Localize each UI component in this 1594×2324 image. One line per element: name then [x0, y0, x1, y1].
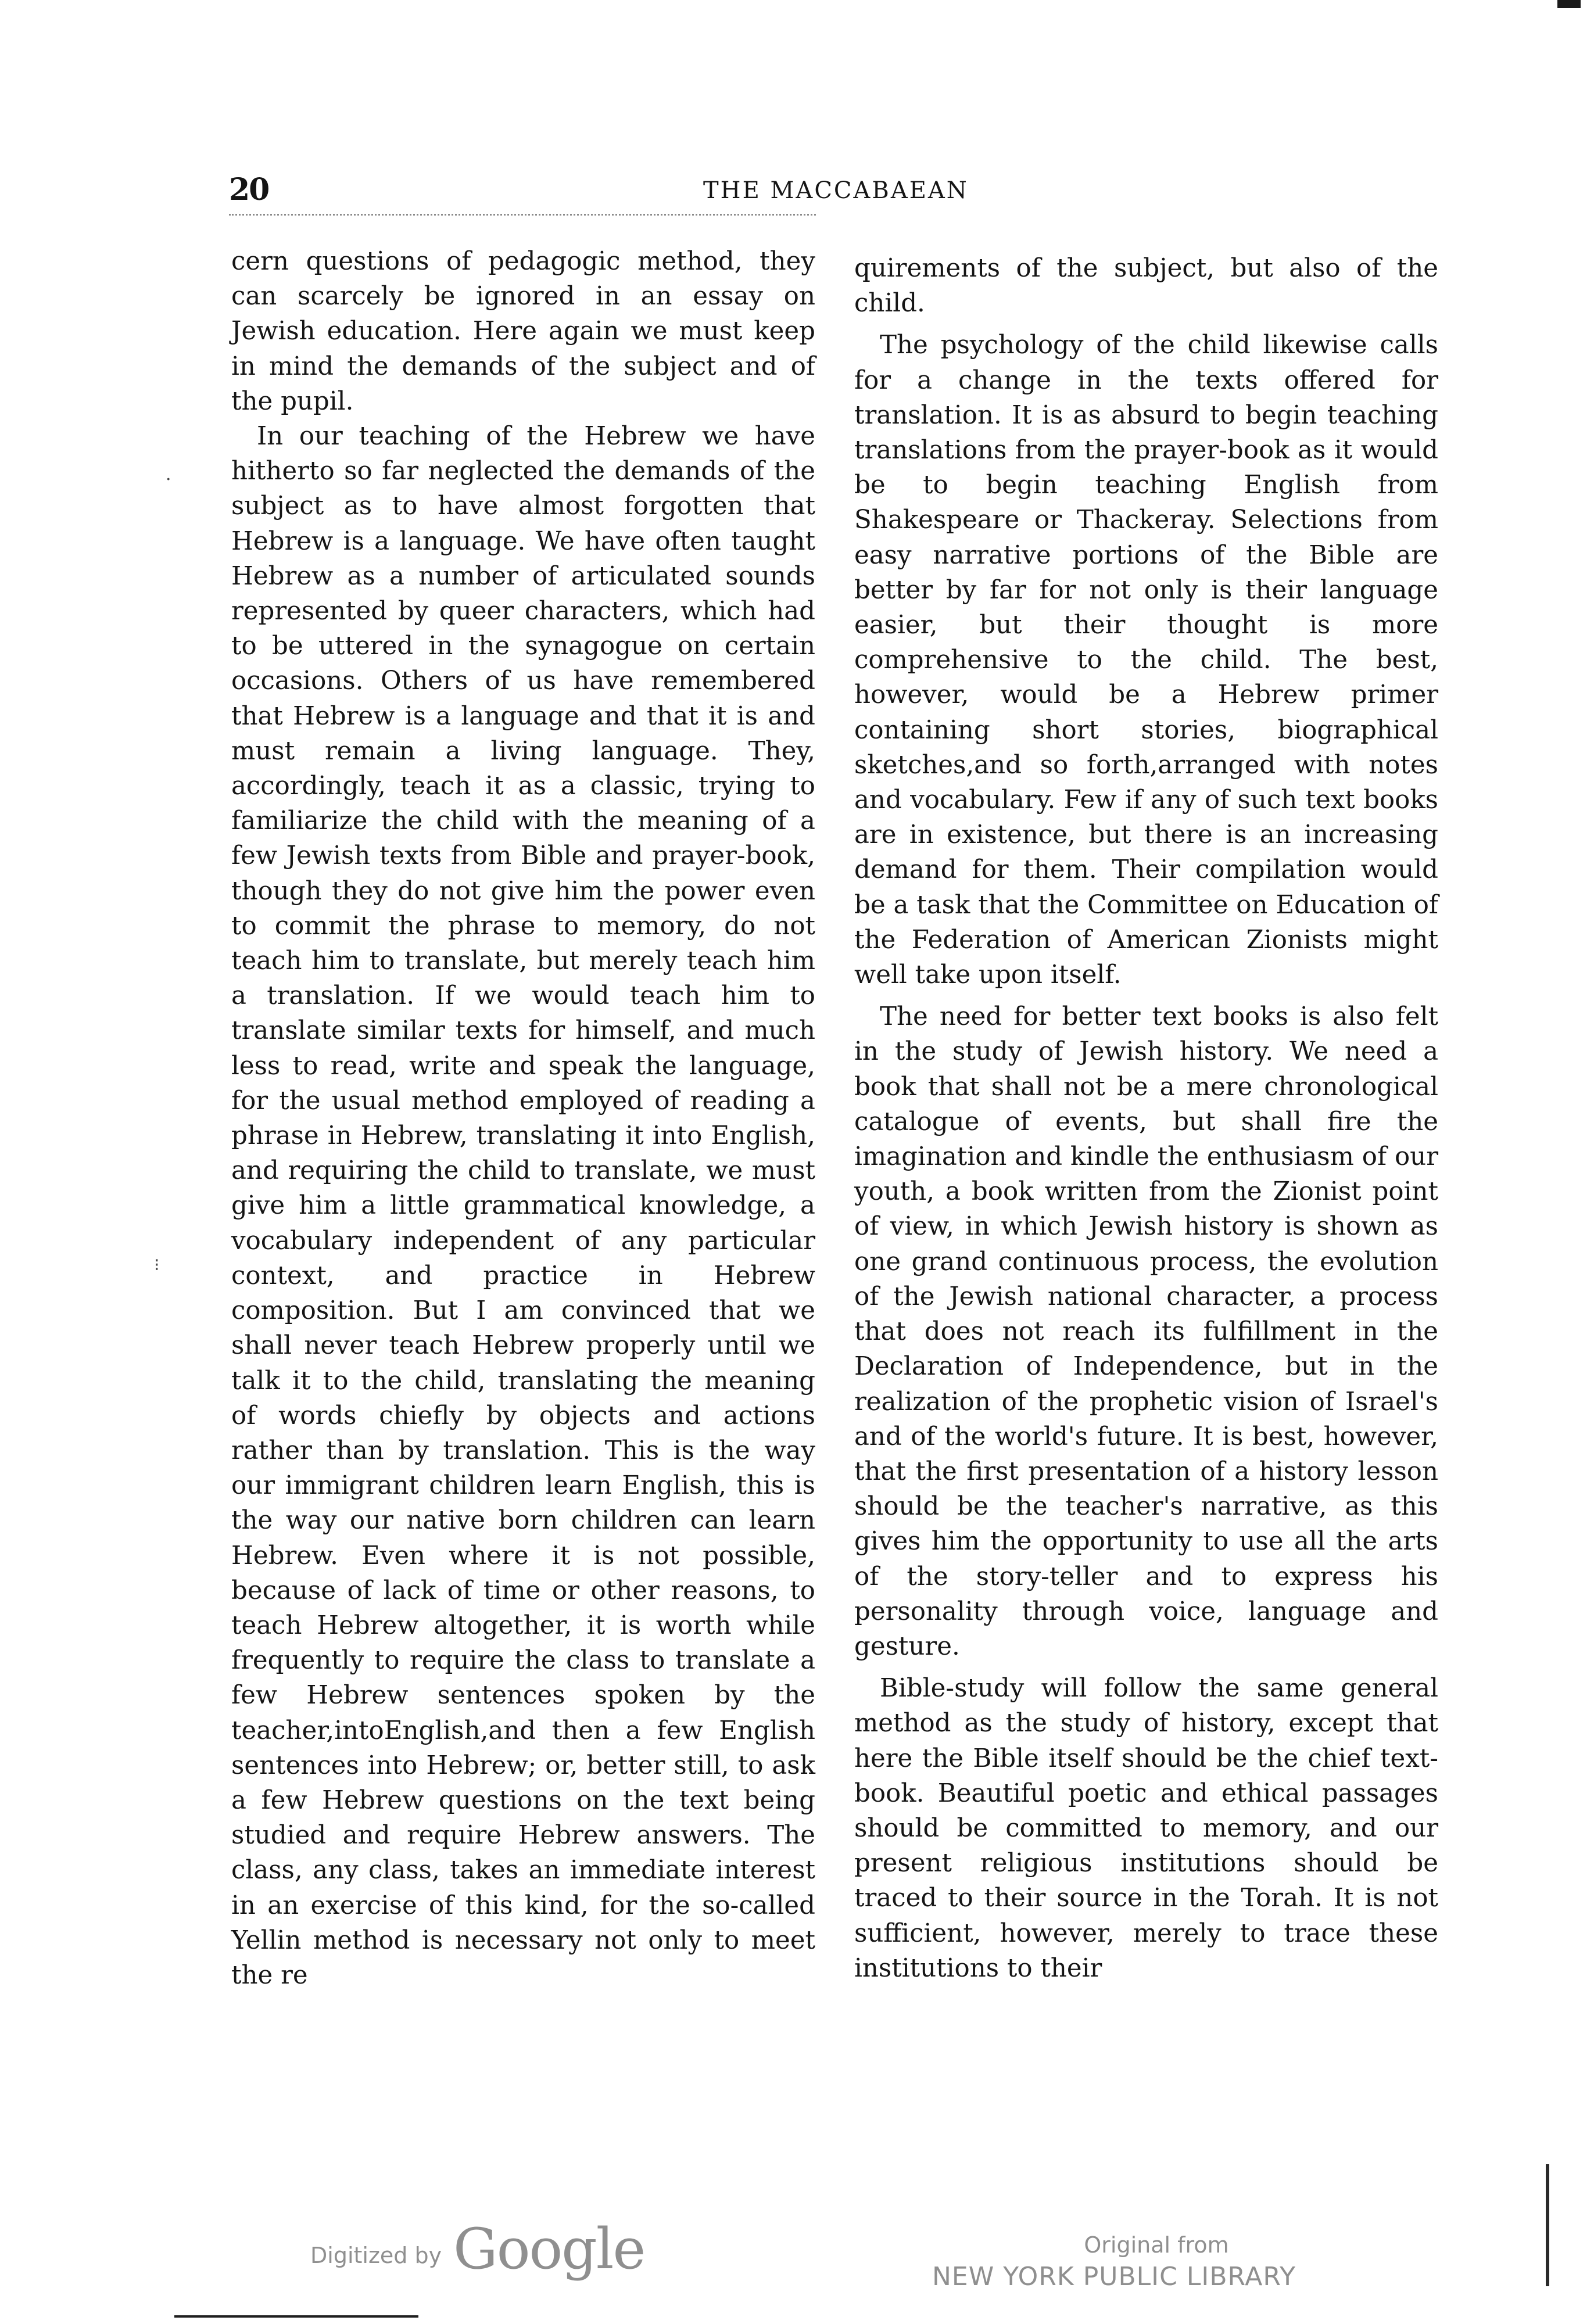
original-from-label: Original from: [1084, 2232, 1229, 2258]
right-scan-edge: [1546, 2164, 1549, 2286]
left-paragraph-2: In our teaching of the Hebrew we have hitherto so far neglected the demands of the subject as to have almost forgotten that Hebrew is a language. We have often taught Hebrew as a number of articulated sounds represented by queer characters, which had to be uttered in the synagogue on certain occasions. Others of us have remembered that Hebrew is a language and that it is and must remain a living language. They, accordingly, teach it as a classic, trying to familiarize the child with the meaning of a few Jewish texts from Bible and prayer-book, though they do not give him the power even to commit the phrase to memory, do not teach him to translate, but merely teach him a translation. If we would teach him to translate similar texts for himself, and much less to read, write and speak the language, for the usual method employed of reading a phrase in Hebrew, translating it into English, and requiring the child to translate, we must give him a little grammatical knowledge, a vocabulary independent of any particular context, and practice in Hebrew composition. But I am convinced that we shall never teach Hebrew properly until we talk it to the child, translating the meaning of words chiefly by objects and actions rather than by translation. This is the way our immigrant children learn English, this is the way our native born children can learn Hebrew. Even where it is not possible, because of lack of time or other reasons, to teach Hebrew altogether, it is worth while frequently to require the class to translate a few Hebrew sentences spoken by the teacher,intoEnglish,and then a few English sentences into Hebrew; or, better still, to ask a few Hebrew questions on the text being studied and require Hebrew answers. The class, any class, takes an immediate interest in an exercise of this kind, for the so-called Yellin method is necessary not only to meet the re: [231, 422, 815, 1990]
right-column: [854, 251, 1438, 1986]
right-paragraph-2: The psychology of the child likewise calls for a change in the texts offered for translation. It is as absurd to begin teaching translations from the prayer-book as it would be to begin teaching English from Shakespeare or Thackeray. Selections from easy narrative portions of the Bible are better by far for not only is their language easier, but their thought is more comprehensive to the child. The best, however, would be a Hebrew primer containing short stories, biographical sketches,and so forth,arranged with notes and vocabulary. Few if any of such text books are in existence, but there is an increasing demand for them. Their compilation would be a task that the Committee on Education of the Federation of American Zionists might well take upon itself.: [854, 331, 1438, 990]
page-number: 20: [229, 172, 269, 207]
left-column: [231, 244, 815, 1993]
running-head: THE MACCABAEAN: [703, 177, 969, 204]
left-paragraph-1: cern questions of pedagogic method, they can scarcely be ignored in an essay on Jewish education. Here again we must keep in mind the demands of the subject and of the pupil.: [231, 247, 815, 416]
right-paragraph-1: quirements of the subject, but also of the child.: [854, 254, 1438, 318]
digitized-by-label: Digitized by: [310, 2243, 442, 2268]
bottom-scan-rule: [174, 2315, 418, 2318]
right-paragraph-4: Bible-study will follow the same general method as the study of history, except that here the Bible itself should be the chief text-book. Beautiful poetic and ethical passages should be committed to memory, and our present religious institutions should be traced to their source in the Torah. It is not sufficient, however, merely to trace these institutions to their: [854, 1674, 1438, 1983]
scan-edge-mark: [1557, 0, 1581, 8]
header-rule: [229, 214, 816, 216]
google-logo: Google: [453, 2217, 645, 2282]
margin-speck: ·: [166, 469, 171, 490]
margin-speck: ⁝: [154, 1255, 160, 1275]
library-name: NEW YORK PUBLIC LIBRARY: [932, 2262, 1296, 2291]
right-paragraph-3: The need for better text books is also felt in the study of Jewish history. We need a book that shall not be a mere chronological catalogue of events, but shall fire the imagination and kindle the enthusiasm of our youth, a book written from the Zionist point of view, in which Jewish history is shown as one grand continuous process, the evolution of the Jewish national character, a process that does not reach its fulfillment in the Declaration of Independence, but in the realization of the prophetic vision of Israel's and of the world's future. It is best, however, that the first presentation of a history lesson should be the teacher's narrative, as this gives him the opportunity to use all the arts of the story-teller and to express his personality through voice, language and gesture.: [854, 1002, 1438, 1661]
